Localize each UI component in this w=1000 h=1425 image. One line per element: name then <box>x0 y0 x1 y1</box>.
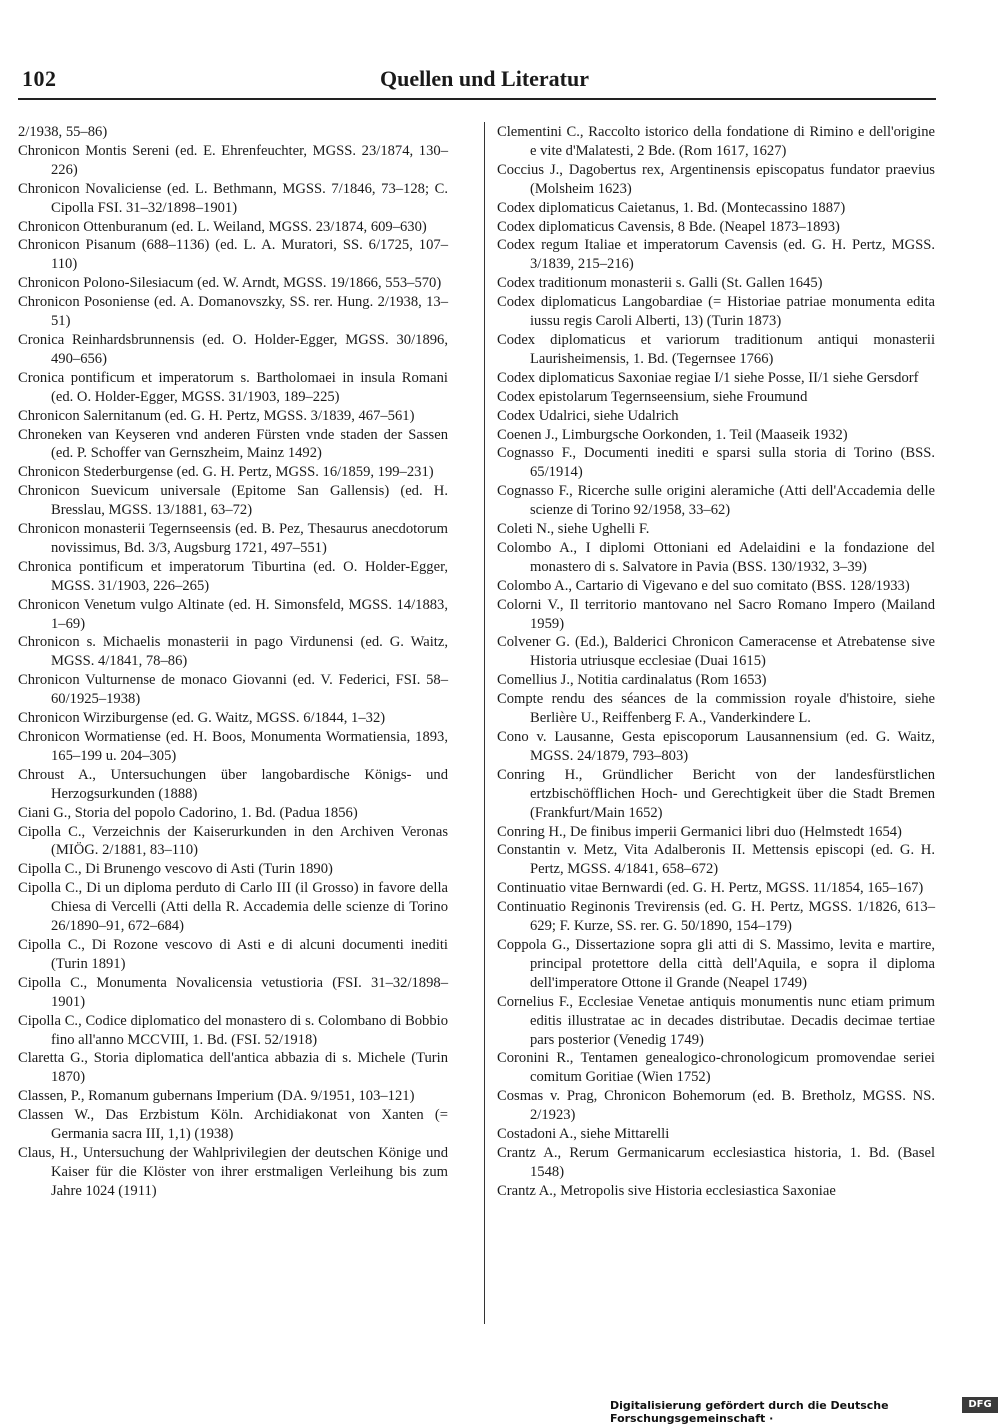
bibliography-entry: Classen, P., Romanum gubernans Imperium (DA. 9/1951, 103–121) <box>18 1088 415 1105</box>
bibliography-entry: Colombo A., Cartario di Vigevano e del suo comitato (BSS. 128/1933) <box>497 577 910 594</box>
bibliography-entry: Cronica Reinhardsbrunnensis (ed. O. Holder-Egger, MGSS. 30/1896, 490–656) <box>18 331 448 367</box>
bibliography-entry: Codex diplomaticus Cavensis, 8 Bde. (Neapel 1873–1893) <box>497 218 840 235</box>
bibliography-entry: Chronicon Wirziburgense (ed. G. Waitz, MGSS. 6/1844, 1–32) <box>18 710 386 727</box>
bibliography-entry: Chroneken van Keyseren vnd anderen Fürsten vnde staden der Sassen (ed. P. Schoffer van Gernszheim, Mainz 1492) <box>18 426 448 462</box>
bibliography-entry: Coleti N., siehe Ughelli F. <box>497 521 650 538</box>
bibliography-entry: Comellius J., Notitia cardinalatus (Rom 1653) <box>497 672 767 689</box>
bibliography-entry: Chroust A., Untersuchungen über langobardische Königs- und Herzogsurkunden (1888) <box>18 766 448 802</box>
bibliography-entry: Chronicon Venetum vulgo Altinate (ed. H. Simonsfeld, MGSS. 14/1883, 1–69) <box>18 596 448 632</box>
bibliography-entry: Cipolla C., Monumenta Novalicensia vetustioria (FSI. 31–32/1898–1901) <box>18 974 448 1010</box>
bibliography-entry: Cipolla C., Codice diplomatico del monastero di s. Colombano di Bobbio fino all'anno MCCVIII, 1. Bd. (FSI. 52/1918) <box>18 1012 448 1048</box>
bibliography-entry: Claretta G., Storia diplomatica dell'antica abbazia di s. Michele (Turin 1870) <box>18 1050 448 1086</box>
bibliography-entry: Codex regum Italiae et imperatorum Cavensis (ed. G. H. Pertz, MGSS. 3/1839, 215–216) <box>497 237 935 273</box>
bibliography-entry: Codex traditionum monasterii s. Galli (St. Gallen 1645) <box>497 275 823 292</box>
bibliography-entry: Costadoni A., siehe Mittarelli <box>497 1126 670 1143</box>
bibliography-entry: Chronicon Salernitanum (ed. G. H. Pertz, MGSS. 3/1839, 467–561) <box>18 407 415 424</box>
bibliography-entry: Cornelius F., Ecclesiae Venetae antiquis monumentis nunc etiam primum editis illustratae ac in decades distributae. Decadis decimae tertiae pars posterior (Venedig 1749) <box>497 993 935 1048</box>
bibliography-entry: Cono v. Lausanne, Gesta episcoporum Lausannensium (ed. G. Waitz, MGSS. 24/1879, 793–803) <box>497 729 935 764</box>
bibliography-entry: Chronicon Suevicum universale (Epitome San Gallensis) (ed. H. Bresslau, MGSS. 13/1881, 63–72) <box>18 483 448 519</box>
bibliography-entry: Cipolla C., Di un diploma perduto di Carlo III (il Grosso) in favore della Chiesa di Vercelli (Atti della R. Accademia delle scienze di Torino 26/1890–91, 672–684) <box>18 880 448 935</box>
bibliography-entry: Crantz A., Rerum Germanicarum ecclesiastica historia, 1. Bd. (Basel 1548) <box>497 1144 935 1180</box>
bibliography-entry: Coppola G., Dissertazione sopra gli atti di S. Massimo, levita e martire, principal protettore della città dell'Aquila, e sopra il diploma dell'imperatore Ottone il Grande (Neapel 1749) <box>497 936 935 991</box>
dfg-logo: DFG <box>962 1397 998 1413</box>
bibliography-entry: Crantz A., Metropolis sive Historia ecclesiastica Saxoniae <box>497 1182 836 1199</box>
bibliography-entry: Cronica pontificum et imperatorum s. Bartholomaei in insula Romani (ed. O. Holder-Egger, MGSS. 31/1903, 189–225) <box>18 369 448 405</box>
bibliography-entry: Cipolla C., Di Brunengo vescovo di Asti (Turin 1890) <box>18 861 333 878</box>
bibliography-entry: Colombo A., I diplomi Ottoniani ed Adelaidini e la fondazione del monastero di s. Salvatore in Pavia (BSS. 130/1932, 3–39) <box>497 539 935 575</box>
bibliography-entry: Conring H., Gründlicher Bericht von der landesfürstlichen ertzbischöfflichen Hoch- und Gerechtigkeit über die Stadt Bremen (Frankfurt/Main 1652) <box>497 766 935 821</box>
bibliography-entry: Colvener G. (Ed.), Balderici Chronicon Cameracense et Atrebatense sive Historia utriusque ecclesiae (Duai 1615) <box>497 634 935 670</box>
bibliography-entry: Coronini R., Tentamen genealogico-chronologicum promovendae seriei comitum Goritiae (Wien 1752) <box>497 1050 935 1086</box>
bibliography-entry: Constantin v. Metz, Vita Adalberonis II. Mettensis episcopi (ed. G. H. Pertz, MGSS. 4/1841, 658–672) <box>497 842 935 878</box>
page-number: 102 <box>22 66 57 91</box>
bibliography-entry: Continuatio vitae Bernwardi (ed. G. H. Pertz, MGSS. 11/1854, 165–167) <box>497 880 924 897</box>
bibliography-entry: Cipolla C., Di Rozone vescovo di Asti e di alcuni documenti inediti (Turin 1891) <box>18 936 448 972</box>
bibliography-entry: Ciani G., Storia del popolo Cadorino, 1. Bd. (Padua 1856) <box>18 804 358 821</box>
bibliography-entry: Chronicon Pisanum (688–1136) (ed. L. A. Muratori, SS. 6/1725, 107–110) <box>18 237 448 273</box>
bibliography-entry: Cognasso F., Documenti inediti e sparsi sulla storia di Torino (BSS. 65/1914) <box>497 445 935 481</box>
bibliography-entry: Codex diplomaticus Caietanus, 1. Bd. (Montecassino 1887) <box>497 199 846 216</box>
bibliography-entry: Coenen J., Limburgsche Oorkonden, 1. Teil (Maaseik 1932) <box>497 426 848 443</box>
bibliography-entry: Cognasso F., Ricerche sulle origini aleramiche (Atti dell'Accademia delle scienze di Torino 92/1958, 33–62) <box>497 483 935 519</box>
bibliography-entry: Chronicon Polono-Silesiacum (ed. W. Arndt, MGSS. 19/1866, 553–570) <box>18 275 442 292</box>
bibliography-entry: Chronicon Vulturnense de monaco Giovanni (ed. V. Federici, FSI. 58–60/1925–1938) <box>18 672 448 708</box>
bibliography-entry: Chronicon monasterii Tegernseensis (ed. B. Pez, Thesaurus anecdotorum novissimus, Bd. 3/3, Augsburg 1721, 497–551) <box>18 521 448 556</box>
bibliography-entry: Chronicon Montis Sereni (ed. E. Ehrenfeuchter, MGSS. 23/1874, 130–226) <box>18 142 448 178</box>
right-column <box>497 123 935 1201</box>
bibliography-entry: Codex diplomaticus Saxoniae regiae I/1 siehe Posse, II/1 siehe Gersdorf <box>497 369 919 386</box>
header-rule <box>18 98 936 100</box>
bibliography-entry: Coccius J., Dagobertus rex, Argentinensis episcopatus fundator praevius (Molsheim 1623) <box>497 161 935 197</box>
bibliography-entry: Chronicon Posoniense (ed. A. Domanovszky, SS. rer. Hung. 2/1938, 13–51) <box>18 294 448 330</box>
bibliography-entry: Claus, H., Untersuchung der Wahlprivilegien der deutschen Könige und Kaiser für die Klöster von ihrer erstmaligen Verleihung bis zum Jahre 1024 (1911) <box>18 1144 448 1199</box>
bibliography-entry: Chronicon Novaliciense (ed. L. Bethmann, MGSS. 7/1846, 73–128; C. Cipolla FSI. 31–32/1898–1901) <box>18 180 448 216</box>
bibliography-entry: Classen W., Das Erzbistum Köln. Archidiakonat von Xanten (= Germania sacra III, 1,1) (1938) <box>18 1107 448 1143</box>
bibliography-entry: Codex Udalrici, siehe Udalrich <box>497 407 679 424</box>
bibliography-entry: Chronicon s. Michaelis monasterii in pago Virdunensi (ed. G. Waitz, MGSS. 4/1841, 78–86) <box>18 634 448 670</box>
bibliography-entry: Colorni V., Il territorio mantovano nel Sacro Romano Impero (Mailand 1959) <box>497 596 935 632</box>
footer-funding-note: Digitalisierung gefördert durch die Deutsche Forschungsgemeinschaft · <box>610 1399 889 1425</box>
bibliography-entry: Cosmas v. Prag, Chronicon Bohemorum (ed. B. Bretholz, MGSS. NS. 2/1923) <box>497 1088 935 1124</box>
running-head: Quellen und Literatur <box>380 66 590 91</box>
bibliography-entry: Chronicon Ottenburanum (ed. L. Weiland, MGSS. 23/1874, 609–630) <box>18 218 427 235</box>
bibliography-entry: Chronicon Stederburgense (ed. G. H. Pertz, MGSS. 16/1859, 199–231) <box>18 464 434 481</box>
left-column <box>18 123 448 1201</box>
bibliography-entry: Clementini C., Raccolto istorico della fondatione di Rimino e dell'origine e vite d'Malatesti, 2 Bde. (Rom 1617, 1627) <box>497 124 935 159</box>
bibliography-entry: Cipolla C., Verzeichnis der Kaiserurkunden in den Archiven Veronas (MIÖG. 2/1881, 83–110) <box>18 823 448 859</box>
bibliography-entry: Codex diplomaticus Langobardiae (= Historiae patriae monumenta edita iussu regis Caroli Alberti, 13) (Turin 1873) <box>497 294 935 330</box>
bibliography-entry: Compte rendu des séances de la commission royale d'histoire, siehe Berlière U., Reiffenberg F. A., Vanderkindere L. <box>497 691 935 727</box>
bibliography-entry: Continuatio Reginonis Trevirensis (ed. G. H. Pertz, MGSS. 1/1826, 613–629; F. Kurze, SS. rer. G. 50/1890, 154–179) <box>497 899 935 935</box>
bibliography-entry: Chronica pontificum et imperatorum Tiburtina (ed. O. Holder-Egger, MGSS. 31/1903, 226–265) <box>18 558 448 594</box>
bibliography-entry: Codex diplomaticus et variorum traditionum antiqui monasterii Laurisheimensis, 1. Bd. (Tegernsee 1766) <box>497 331 935 367</box>
bibliography-entry: 2/1938, 55–86) <box>18 124 108 140</box>
bibliography-entry: Conring H., De finibus imperii Germanici libri duo (Helmstedt 1654) <box>497 823 902 840</box>
bibliography-entry: Chronicon Wormatiense (ed. H. Boos, Monumenta Wormatiensia, 1893, 165–199 u. 204–305) <box>18 729 448 764</box>
column-divider <box>484 122 485 1324</box>
bibliography-entry: Codex epistolarum Tegernseensium, siehe Froumund <box>497 388 808 405</box>
